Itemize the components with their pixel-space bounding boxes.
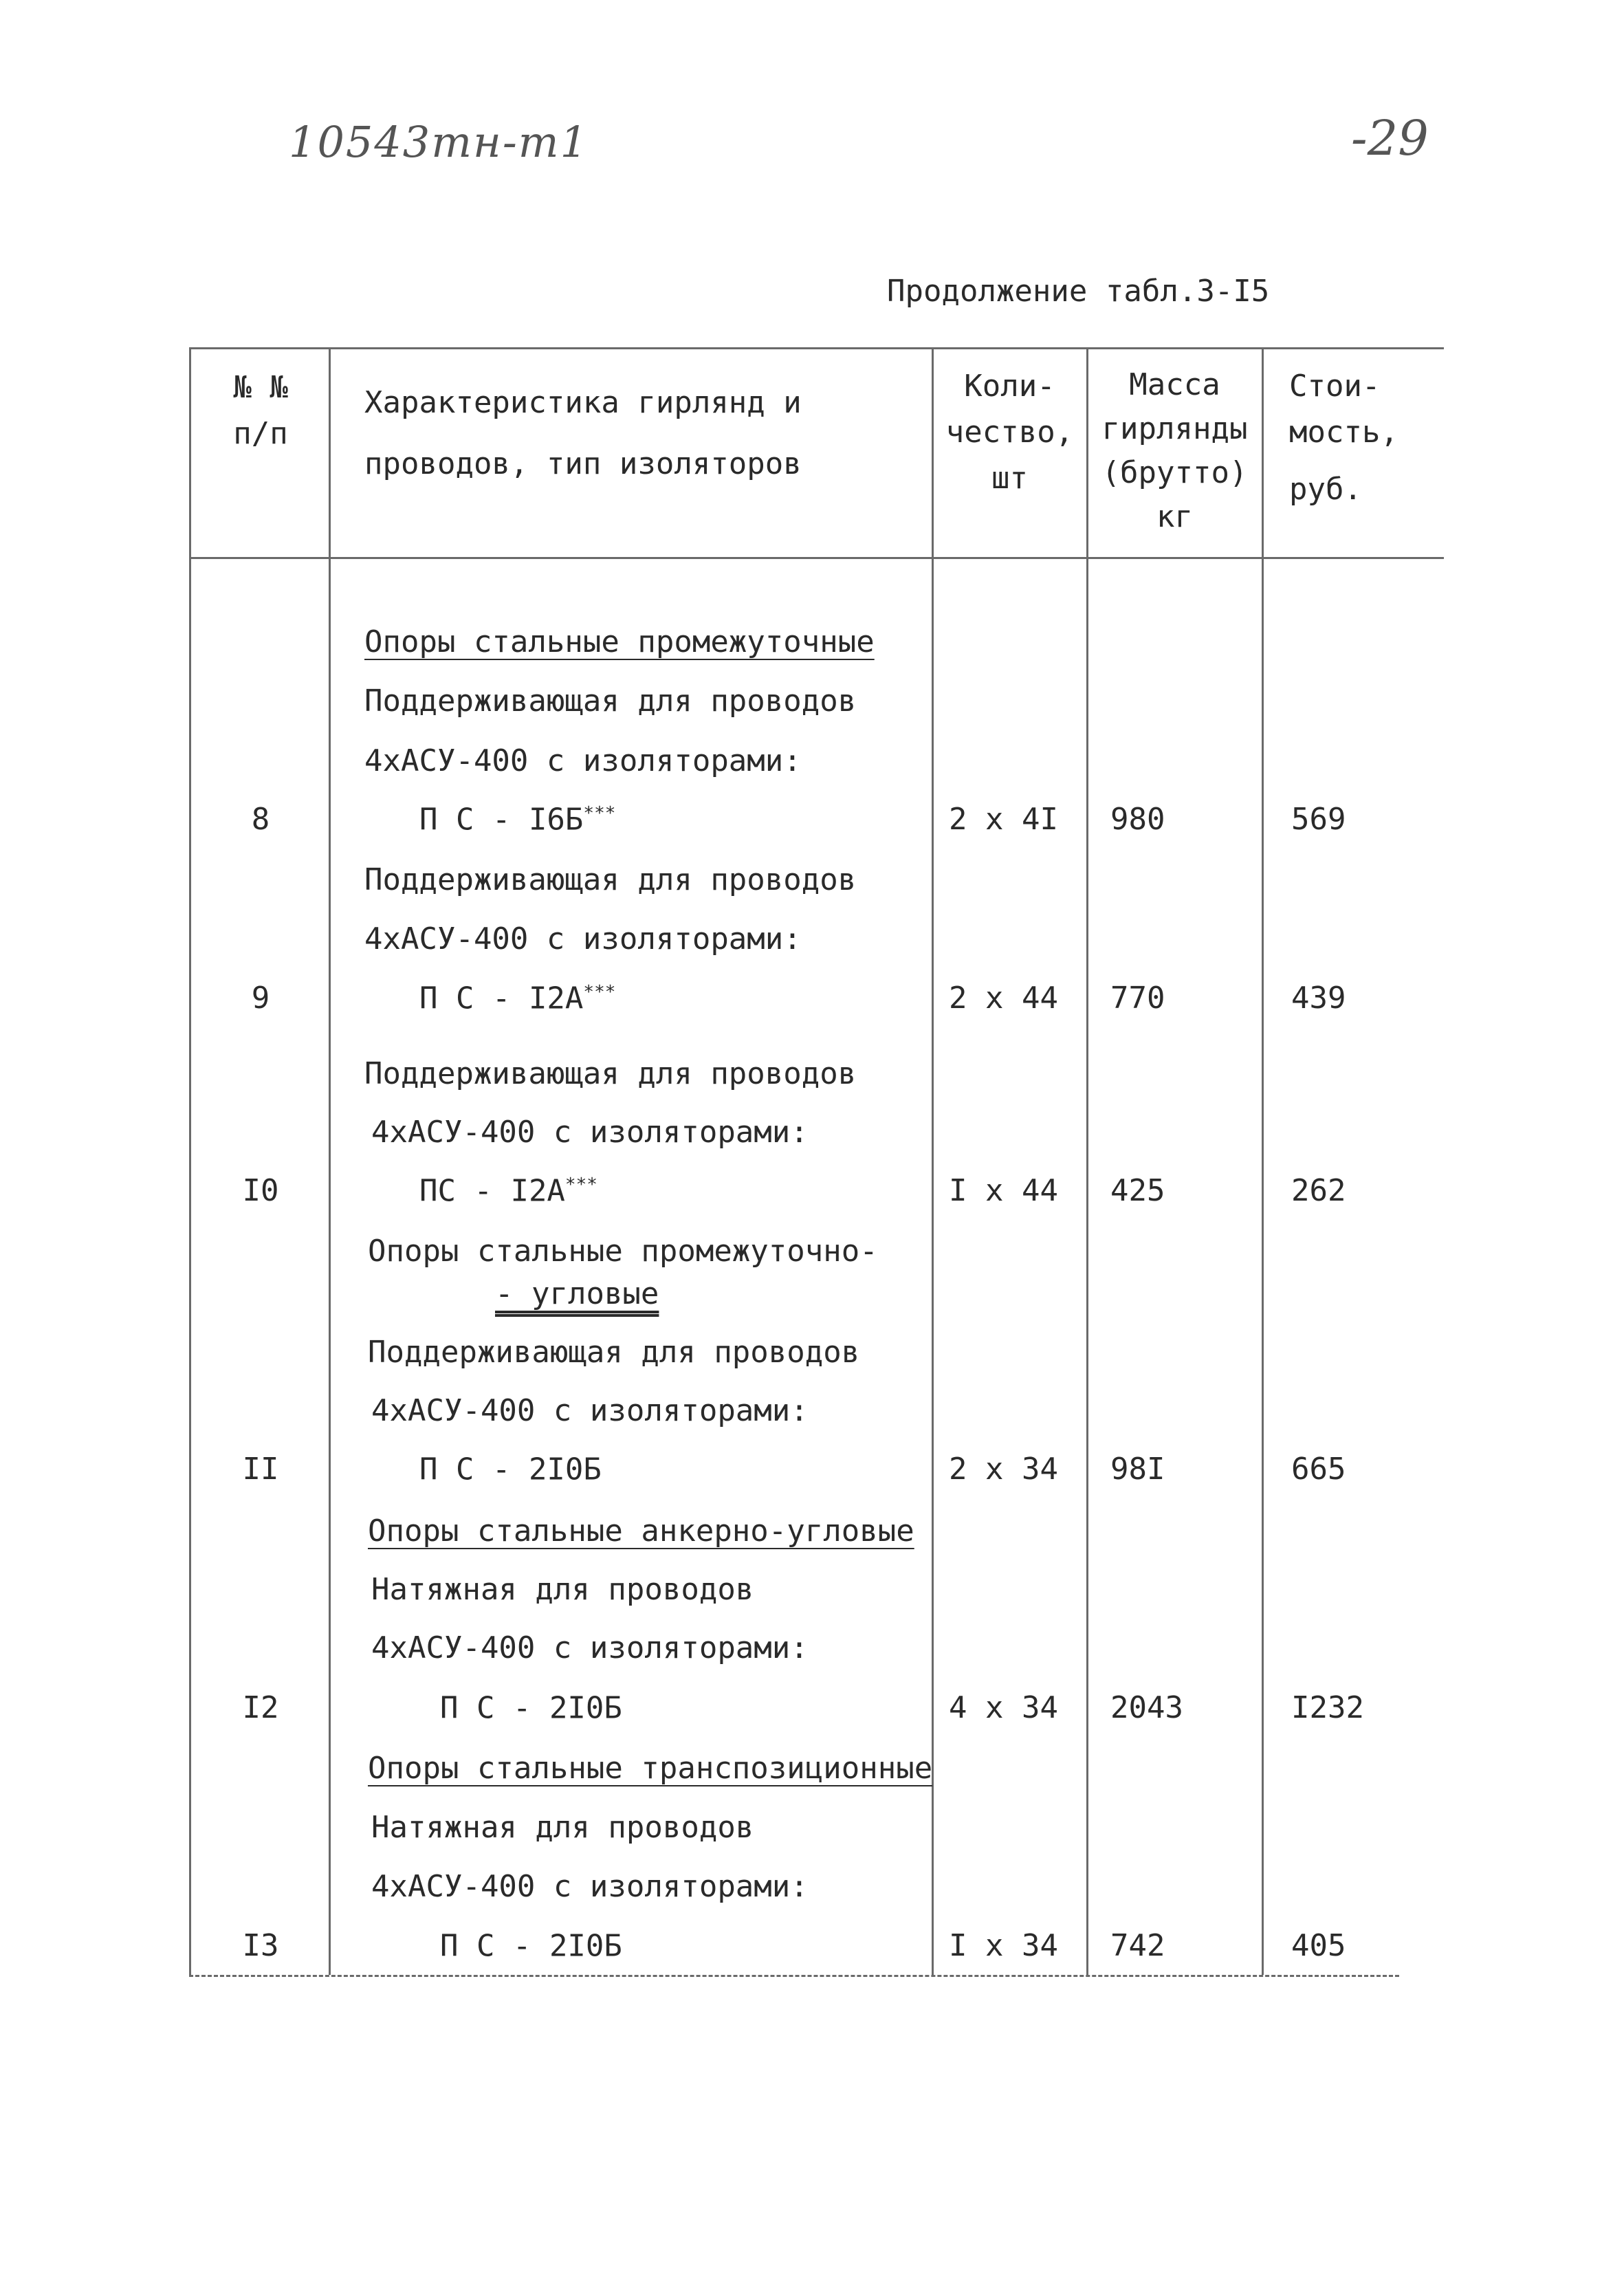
row-text: Поддерживающая для проводов (364, 684, 857, 719)
row-mass: 2043 (1110, 1690, 1183, 1725)
header-qty-line-3: шт (991, 461, 1028, 496)
row-text: Натяжная для проводов (371, 1810, 754, 1845)
row-mass: 980 (1110, 802, 1165, 837)
row-num: I3 (242, 1928, 279, 1963)
header-cost-line-1: Стои- (1289, 369, 1381, 404)
section-title: Опоры стальные промежуточные (364, 624, 875, 659)
insulator-type (419, 1173, 597, 1209)
row-quantity: 2 х 44 (949, 981, 1058, 1016)
header-cost (1289, 363, 1398, 512)
column-divider-1 (329, 347, 331, 1975)
row-text: Опоры стальные промежуточно- (368, 1234, 878, 1269)
insulator-label: П С - 2I0Б (440, 1928, 622, 1964)
column-divider-2 (932, 347, 934, 1975)
insulator-label: П С - I6Б (419, 802, 584, 838)
row-text: 4хАСУ-400 с изоляторами: (371, 1393, 809, 1428)
insulator-type (440, 1690, 622, 1726)
section-title: - угловые (495, 1276, 659, 1311)
insulator-type (419, 802, 616, 838)
table-bottom-border (189, 1975, 1399, 1977)
footnote-mark: *** (583, 982, 616, 1003)
table-caption: Продолжение табл.3-I5 (887, 274, 1270, 309)
row-cost: I232 (1291, 1690, 1364, 1725)
column-divider-left (189, 347, 191, 1975)
row-cost: 439 (1291, 981, 1346, 1016)
row-num: 9 (251, 981, 270, 1016)
row-quantity: I х 44 (949, 1173, 1058, 1208)
insulator-label: П С - 2I0Б (440, 1690, 622, 1726)
row-quantity: 2 х 34 (949, 1452, 1058, 1487)
insulator-type (440, 1928, 622, 1964)
row-text: Поддерживающая для проводов (368, 1335, 860, 1370)
insulator-label: ПС - I2А (419, 1173, 565, 1209)
row-mass: 425 (1110, 1173, 1165, 1208)
header-mass-line-4: кг (1156, 499, 1193, 534)
header-mass (1088, 363, 1262, 539)
row-mass: 742 (1110, 1928, 1165, 1963)
row-text: Поддерживающая для проводов (364, 862, 857, 897)
row-text: 4хАСУ-400 с изоляторами: (371, 1630, 809, 1665)
row-quantity: 4 х 34 (949, 1690, 1058, 1725)
row-cost: 405 (1291, 1928, 1346, 1963)
insulator-type (419, 983, 615, 1014)
row-text: 4хАСУ-400 с изоляторами: (371, 1869, 809, 1904)
row-text: Поддерживающая для проводов (364, 1056, 857, 1091)
document-code: 10543тн-т1 (289, 117, 589, 167)
header-desc-line-1: Характеристика гирлянд и (364, 385, 802, 420)
insulator-label: П С - 2I0Б (419, 1452, 602, 1487)
row-text: 4хАСУ-400 с изоляторами: (364, 743, 802, 778)
row-text: Натяжная для проводов (371, 1572, 754, 1607)
row-quantity: 2 х 4I (949, 802, 1058, 837)
insulator-type (419, 1454, 602, 1485)
row-mass: 98I (1110, 1452, 1165, 1487)
section-title: Опоры стальные анкерно-угловые (368, 1513, 914, 1549)
row-text: 4хАСУ-400 с изоляторами: (371, 1115, 809, 1150)
header-cost-line-3: руб. (1289, 472, 1362, 507)
header-num-line-1: № № (233, 370, 288, 405)
row-cost: 569 (1291, 802, 1346, 837)
section-title: Опоры стальные транспозиционные (368, 1751, 933, 1786)
row-num: I2 (242, 1690, 279, 1725)
header-description (364, 380, 802, 487)
row-mass: 770 (1110, 981, 1165, 1016)
header-qty-line-2: чество, (945, 415, 1074, 450)
header-cost-line-2: мость, (1289, 415, 1398, 450)
header-mass-line-3: (брутто) (1101, 455, 1248, 490)
row-num: 8 (251, 802, 270, 837)
row-cost: 262 (1291, 1173, 1346, 1208)
header-desc-line-2: проводов, тип изоляторов (364, 446, 802, 481)
header-quantity (933, 363, 1086, 501)
header-qty-line-1: Коли- (964, 369, 1055, 404)
row-num: II (242, 1452, 279, 1487)
header-num-line-2: п/п (233, 416, 288, 451)
insulator-label: П С - I2А (419, 981, 584, 1016)
header-bottom-border (189, 557, 1444, 559)
row-cost: 665 (1291, 1452, 1346, 1487)
footnote-mark: *** (564, 1174, 597, 1195)
header-mass-line-1: Масса (1129, 367, 1220, 402)
row-quantity: I х 34 (949, 1928, 1058, 1963)
footnote-mark: *** (583, 803, 616, 824)
table-top-border (189, 347, 1444, 349)
column-divider-3 (1086, 347, 1088, 1975)
page-number: -29 (1351, 110, 1429, 166)
row-num: I0 (242, 1173, 279, 1208)
column-divider-4 (1262, 347, 1264, 1975)
header-num (193, 364, 329, 457)
row-text: 4хАСУ-400 с изоляторами: (364, 921, 802, 956)
header-mass-line-2: гирлянды (1101, 411, 1248, 446)
